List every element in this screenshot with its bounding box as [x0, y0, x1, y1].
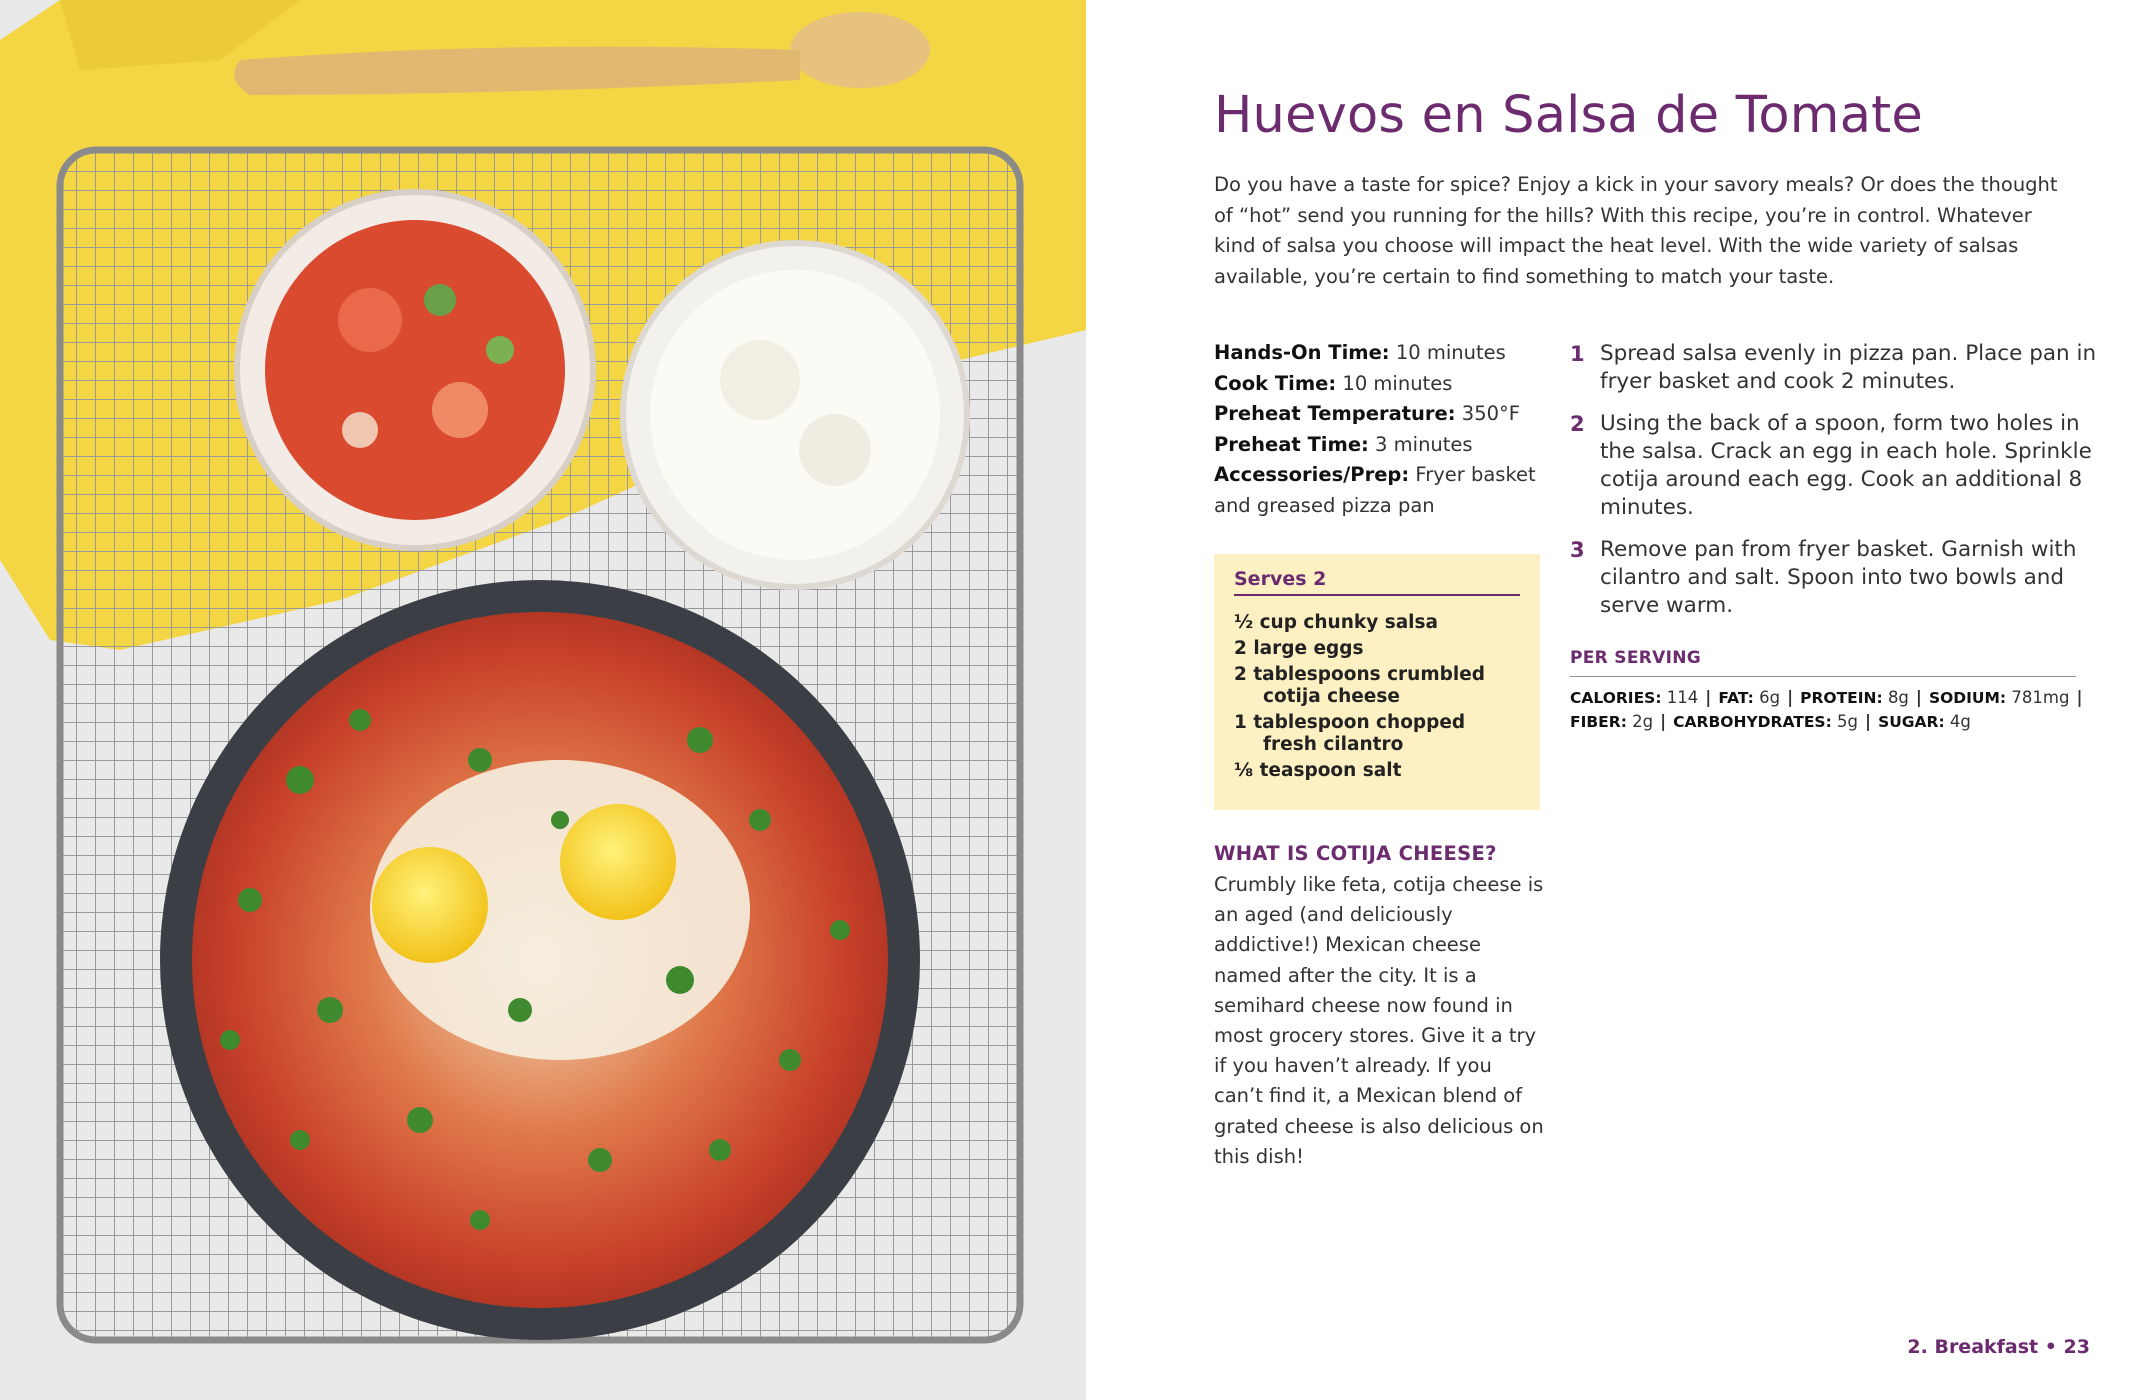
recipe-title: Huevos en Salsa de Tomate: [1214, 86, 1923, 145]
nutrition-line-1: [1570, 686, 2100, 710]
calories-label: CALORIES:: [1570, 689, 1662, 707]
protein-label: PROTEIN:: [1800, 689, 1883, 707]
sodium-value: 781mg: [2011, 688, 2070, 707]
preheat-time-label: Preheat Time:: [1214, 432, 1369, 456]
preheat-temperature-label: Preheat Temperature:: [1214, 402, 1456, 425]
hands-on-time-label: Hands-On Time:: [1214, 341, 1390, 364]
ingredient-item: 1 tablespoon chopped fresh cilantro: [1234, 712, 1466, 755]
hands-on-time-value: 10 minutes: [1395, 341, 1506, 364]
preheat-temperature-value: 350°F: [1461, 402, 1520, 425]
step-text: Spread salsa evenly in pizza pan. Place pan in fryer basket and cook 2 minutes.: [1600, 341, 2097, 394]
serves-heading: Serves 2: [1234, 568, 1520, 596]
divider: |: [1705, 688, 1712, 707]
recipe-meta: [1214, 338, 1544, 521]
sidebar-body: Crumbly like feta, cotija cheese is an aged (and deliciously addictive!) Mexican cheese named after the city. It is a semihard cheese now found in most grocery stores. Give it a try if you haven’t already. If you can’t find it, a Mexican blend of grated cheese is also delicious on this dish!: [1214, 873, 1544, 1168]
step-number: 1: [1570, 342, 1585, 366]
fat-value: 6g: [1759, 688, 1781, 707]
divider: |: [1915, 688, 1922, 707]
step-number: 3: [1570, 538, 1585, 562]
divider: |: [2076, 688, 2083, 707]
nutrition-facts: [1570, 686, 2100, 734]
ingredient-item: ⅛ teaspoon salt: [1234, 760, 1402, 781]
recipe-intro: Do you have a taste for spice? Enjoy a kick in your savory meals? Or does the thought of “hot” send you running for the hills? With this recipe, you’re in control. Whatever kind of salsa you choose will impact the heat level. With the wide variety of salsas available, you’re certain to find something to match your taste.: [1214, 173, 2058, 288]
per-serving-heading: PER SERVING: [1570, 648, 2076, 677]
hands-on-time: [1214, 338, 1544, 369]
fiber-value: 2g: [1632, 712, 1654, 731]
step-text: Using the back of a spoon, form two holes in the salsa. Crack an egg in each hole. Sprinkle cotija around each egg. Cook an additional 8 minutes.: [1600, 411, 2092, 520]
carbohydrates-value: 5g: [1837, 712, 1859, 731]
cook-time-label: Cook Time:: [1214, 371, 1337, 395]
cook-time: [1214, 369, 1544, 400]
method-step: [1570, 340, 2100, 396]
preheat-time-value: 3 minutes: [1375, 432, 1473, 456]
page-footer: [1907, 1336, 2090, 1358]
ingredient-item: ½ cup chunky salsa: [1234, 612, 1439, 633]
page-number: 23: [2063, 1336, 2090, 1358]
method-step: [1570, 536, 2100, 620]
carbohydrates-label: CARBOHYDRATES:: [1673, 713, 1832, 731]
ingredients-box: [1214, 554, 1540, 810]
cook-time-value: 10 minutes: [1342, 371, 1453, 395]
step-text: Remove pan from fryer basket. Garnish with cilantro and salt. Spoon into two bowls and serve warm.: [1600, 537, 2077, 618]
footer-separator: •: [2044, 1336, 2057, 1358]
accessories-prep-label: Accessories/Prep:: [1214, 463, 1410, 486]
calories-value: 114: [1666, 688, 1699, 707]
sugar-label: SUGAR:: [1878, 713, 1945, 731]
protein-value: 8g: [1887, 688, 1909, 707]
ingredient-item: 2 tablespoons crumbled cotija cheese: [1234, 664, 1485, 707]
sugar-value: 4g: [1949, 712, 1971, 731]
sodium-label: SODIUM:: [1928, 689, 2007, 707]
ingredient-item: 2 large eggs: [1234, 638, 1364, 659]
divider: |: [1787, 688, 1794, 707]
recipe-page: [1086, 0, 2147, 1400]
step-number: 2: [1570, 412, 1585, 436]
fiber-label: FIBER:: [1570, 713, 1627, 731]
fat-label: FAT:: [1718, 689, 1754, 707]
divider: |: [1660, 712, 1667, 731]
chapter-name: 2. Breakfast: [1907, 1336, 2039, 1358]
accessories-prep-value: Fryer basket and greased pizza pan: [1214, 463, 1536, 517]
preheat-temperature: [1214, 399, 1544, 430]
preheat-time: [1214, 430, 1544, 461]
nutrition-line-2: [1570, 710, 2100, 734]
divider: |: [1865, 712, 1872, 731]
sidebar-heading: WHAT IS COTIJA CHEESE?: [1214, 842, 1497, 865]
method-step: [1570, 410, 2100, 522]
method-steps: [1570, 340, 2100, 634]
accessories-prep: [1214, 460, 1544, 521]
